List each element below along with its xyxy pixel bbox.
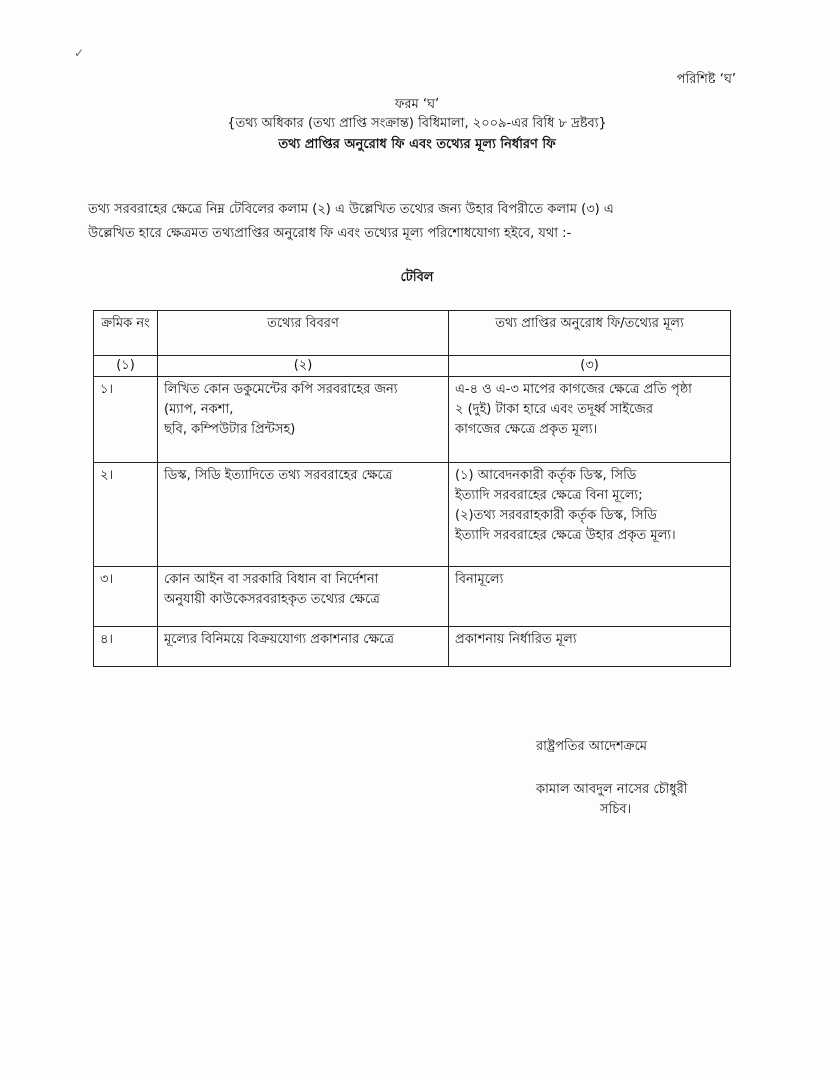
table-row	[94, 463, 731, 567]
text-line: ইত্যাদি সরবরাহের ক্ষেত্রে বিনা মূল্যে;	[455, 488, 643, 503]
row-fee	[449, 567, 731, 627]
scan-mark: ✓	[74, 46, 85, 60]
row-description	[158, 567, 449, 627]
text-line: মূল্যের বিনিময়ে বিক্রয়যোগ্য প্রকাশনার ক্ষেত্রে	[164, 632, 394, 647]
row-serial: ৩।	[94, 567, 158, 627]
row-serial: ১।	[94, 377, 158, 463]
text-line: অনুযায়ী কাউকেসরবরাহকৃত তথ্যের ক্ষেত্রে	[164, 592, 380, 607]
table-header-row	[94, 311, 731, 356]
text-line: বিনামূল্যে	[455, 572, 504, 587]
col-number: (২)	[158, 356, 449, 377]
intro-line-2: উল্লেখিত হারে ক্ষেত্রমত তথ্যপ্রাপ্তির অনুরোধ ফি এবং তথ্যের মূল্য পরিশোধযোগ্য হইবে, যথা :-	[88, 226, 572, 241]
intro-line-1: তথ্য সরবরাহের ক্ষেত্রে নিম্ন টেবিলের কলাম (২) এ উল্লেখিত তথ্যের জন্য উহার বিপরীতে কলাম (৩) এ	[88, 202, 614, 217]
table-row	[94, 627, 731, 667]
form-label: ফরম ‘ঘ’	[394, 97, 440, 112]
row-description	[158, 627, 449, 667]
col-number: (৩)	[449, 356, 731, 377]
header-fee: তথ্য প্রাপ্তির অনুরোধ ফি/তথ্যের মূল্য	[449, 311, 731, 356]
col-number: (১)	[94, 356, 158, 377]
text-line: (১) আবেদনকারী কর্তৃক ডিস্ক, সিডি	[455, 468, 637, 483]
text-line: প্রকাশনায় নির্ধারিত মূল্য	[455, 632, 577, 647]
document-title: তথ্য প্রাপ্তির অনুরোধ ফি এবং তথ্যের মূল্য নির্ধারণ ফি	[278, 137, 556, 152]
row-description	[158, 463, 449, 567]
text-line: ছবি, কম্পিউটার প্রিন্টসহ)	[164, 422, 296, 437]
fee-table	[93, 310, 731, 667]
table-row	[94, 377, 731, 463]
signatory-name: কামাল আবদুল নাসের চৌধুরী	[536, 782, 688, 797]
text-line: এ-৪ ও এ-৩ মাপের কাগজের ক্ষেত্রে প্রতি পৃষ্ঠা	[455, 382, 692, 397]
row-fee	[449, 377, 731, 463]
header-description: তথ্যের বিবরণ	[158, 311, 449, 356]
order-line: রাষ্ট্রপতির আদেশক্রমে	[536, 739, 648, 754]
appendix-label: পরিশিষ্ট ‘ঘ’	[676, 72, 736, 87]
text-line: ইত্যাদি সরবরাহের ক্ষেত্রে উহার প্রকৃত মূল্য।	[455, 528, 676, 543]
signatory-title: সচিব।	[600, 802, 632, 817]
column-number-row	[94, 356, 731, 377]
text-line: কাগজের ক্ষেত্রে প্রকৃত মূল্য।	[455, 422, 598, 437]
text-line: (২)তথ্য সরবরাহকারী কর্তৃক ডিস্ক, সিডি	[455, 508, 657, 523]
text-line: ডিস্ক, সিডি ইত্যাদিতে তথ্য সরবরাহের ক্ষেত্রে	[164, 468, 393, 483]
text-line: (ম্যাপ, নকশা,	[164, 402, 234, 417]
text-line: ২ (দুই) টাকা হারে এবং তদূর্ধ্ব সাইজের	[455, 402, 654, 417]
row-fee	[449, 627, 731, 667]
text-line: কোন আইন বা সরকারি বিধান বা নির্দেশনা	[164, 572, 379, 587]
table-row	[94, 567, 731, 627]
row-serial: ২।	[94, 463, 158, 567]
row-description	[158, 377, 449, 463]
rule-reference: {তথ্য অধিকার (তথ্য প্রাপ্তি সংক্রান্ত) বিধিমালা, ২০০৯-এর বিধি ৮ দ্রষ্টব্য}	[227, 116, 607, 131]
row-fee	[449, 463, 731, 567]
row-serial: ৪।	[94, 627, 158, 667]
table-title: টেবিল	[400, 270, 434, 285]
header-serial: ক্রমিক নং	[94, 311, 158, 356]
text-line: লিখিত কোন ডকুমেন্টের কপি সরবরাহের জন্য	[164, 382, 398, 397]
